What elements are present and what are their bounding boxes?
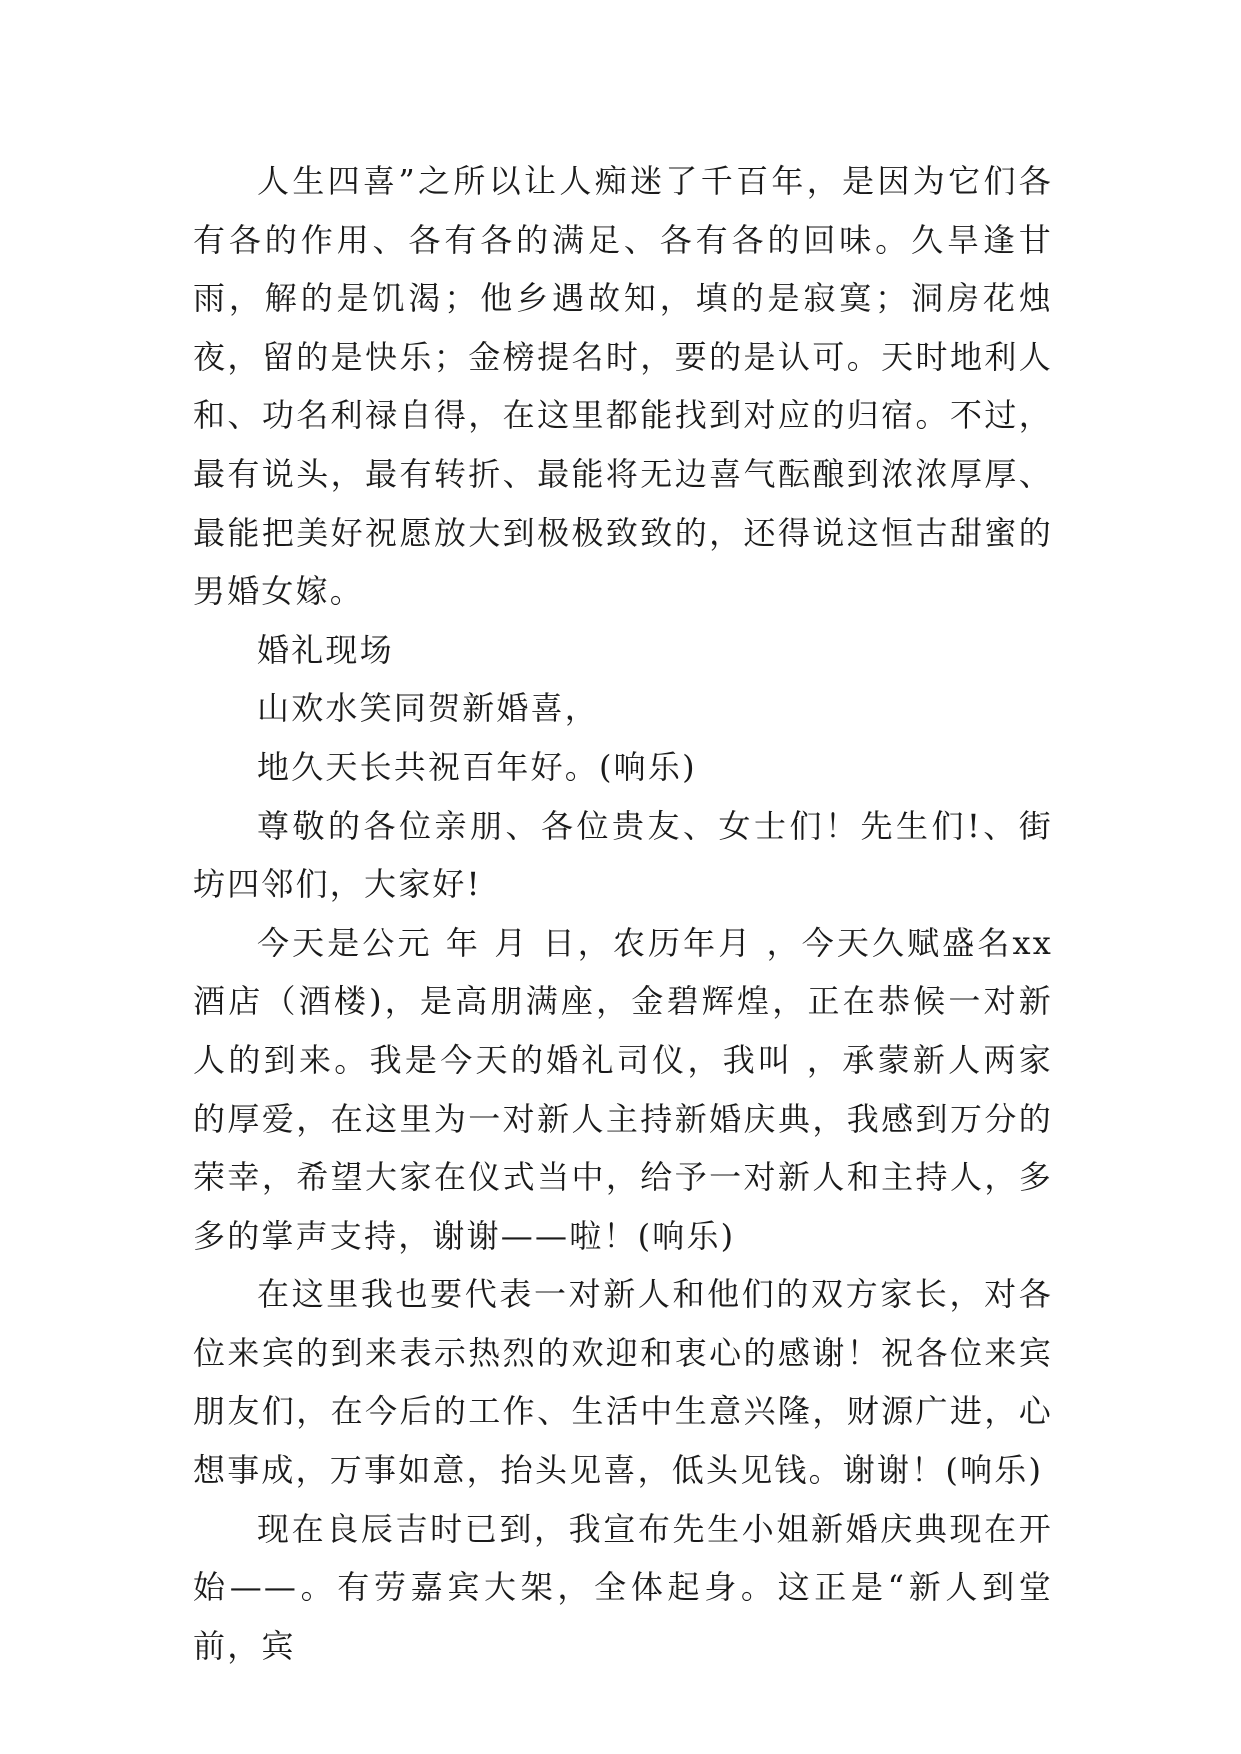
paragraph-intro: 人生四喜”之所以让人痴迷了千百年，是因为它们各有各的作用、各有各的满足、各有各的回味。久旱逢甘雨，解的是饥渴；他乡遇故知，填的是寂寞；洞房花烛夜，留的是快乐；金榜提名时，要的是认可。天时地利人和、功名利禄自得，在这里都能找到对应的归宿。不过，最有说头，最有转折、最能将无边喜气酝酿到浓浓厚厚、最能把美好祝愿放大到极极致致的，还得说这恒古甜蜜的男婚女嫁。	[193, 162, 1053, 611]
paragraph-host-intro: 今天是公元 年 月 日，农历年月 ，今天久赋盛名xx酒店（酒楼)，是高朋满座，金碧辉煌，正在恭候一对新人的到来。我是今天的婚礼司仪，我叫 ，承蒙新人两家的厚爱，在这里为一对新人主持新婚庆典，我感到万分的荣幸，希望大家在仪式当中，给予一对新人和主持人，多多的掌声支持，谢谢——啦！(响乐)	[193, 923, 1053, 1255]
paragraph-welcome: 在这里我也要代表一对新人和他们的双方家长，对各位来宾的到来表示热烈的欢迎和衷心的感谢！祝各位来宾朋友们，在今后的工作、生活中生意兴隆，财源广进，心想事成，万事如意，抬头见喜，低头见钱。谢谢！(响乐)	[193, 1275, 1053, 1490]
paragraph-ceremony-start: 现在良辰吉时已到，我宣布先生小姐新婚庆典现在开始——。有劳嘉宾大架，全体起身。这正是“新人到堂前，宾	[193, 1509, 1053, 1665]
heading-wedding-scene: 婚礼现场	[257, 630, 394, 669]
paragraph-greeting: 尊敬的各位亲朋、各位贵友、女士们！先生们!、街坊四邻们，大家好!	[193, 806, 1053, 904]
document-body	[193, 152, 1053, 1675]
couplet-line-1: 山欢水笑同贺新婚喜，	[257, 689, 600, 728]
couplet-line-2: 地久天长共祝百年好。(响乐)	[257, 747, 697, 786]
